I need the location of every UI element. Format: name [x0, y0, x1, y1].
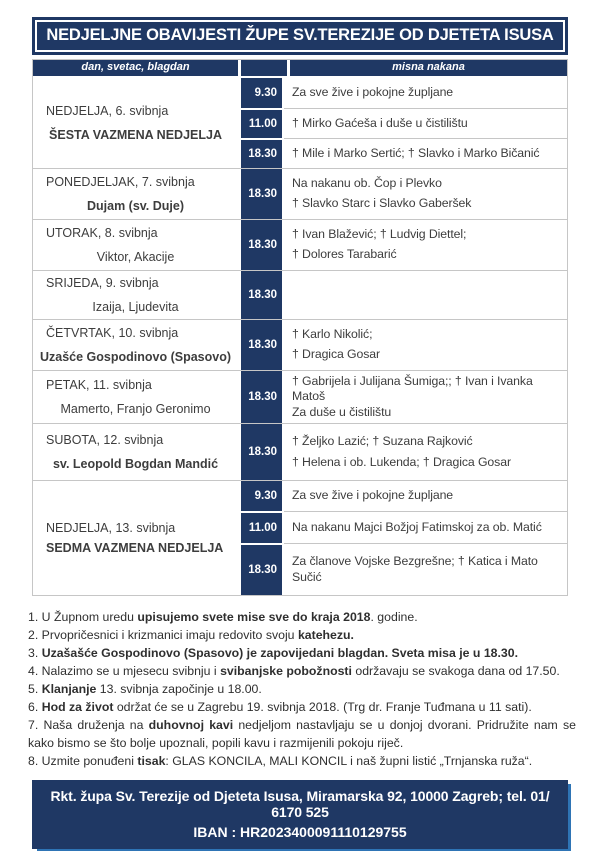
schedule-table: [32, 59, 568, 596]
day-feast: sv. Leopold Bogdan Mandić: [52, 457, 219, 472]
mass-list: [238, 481, 567, 595]
day-cell: [33, 424, 238, 480]
intention-line: † Željko Lazić; † Suzana Rajković: [292, 433, 473, 448]
time-cell: 18.30: [238, 169, 284, 219]
time-cell: 9.30: [238, 78, 284, 108]
day-feast: ŠESTA VAZMENA NEDJELJA: [49, 128, 222, 142]
day-cell: [33, 271, 238, 319]
page-title: NEDJELJNE OBAVIJESTI ŽUPE SV.TEREZIJE OD DJETETA ISUSA: [32, 17, 568, 55]
day-feast: Viktor, Akacije: [96, 250, 175, 264]
day-cell: [33, 320, 238, 370]
time-cell: 18.30: [238, 320, 284, 370]
footer: [32, 780, 568, 849]
day-cell: [33, 78, 238, 168]
announcement-item: 2. Prvopričesnici i krizmanici imaju redovito svoju katehezu.: [28, 628, 354, 643]
mass-row: [238, 108, 567, 138]
mass-list: [238, 169, 567, 219]
intention-cell: [284, 424, 567, 480]
intention-line: † Gabrijela i Julijana Šumiga;; † Ivan i Ivanka Matoš: [292, 374, 533, 404]
intention-cell: [284, 371, 567, 423]
table-row: [33, 219, 567, 270]
table-row: [33, 480, 567, 595]
announcement-item: 7. Naša druženja na duhovnoj kavi nedjeljom nastavljaju se u donjoj dvorani. Pridružite nam se kako bismo se što bolje upoznali, popili kavu i razmijenili pokoju riječ.: [28, 718, 576, 751]
intention-line: † Karlo Nikolić;: [292, 327, 373, 342]
day-date: PETAK, 11. svibnja: [46, 378, 152, 393]
day-cell: [33, 169, 238, 219]
table-header-row: [33, 60, 567, 76]
day-cell: [33, 481, 238, 595]
day-date: NEDJELJA, 13. svibnja: [46, 521, 176, 536]
intention-cell: [284, 481, 567, 511]
day-feast: Dujam (sv. Duje): [86, 199, 184, 213]
intention-cell: [284, 169, 567, 219]
intention-cell: [284, 320, 567, 370]
time-cell: 18.30: [238, 220, 284, 270]
intention-line: † Slavko Starc i Slavko Gaberšek: [292, 196, 472, 211]
footer-iban: IBAN : HR2023400091110129755: [193, 824, 407, 841]
table-row: [33, 78, 567, 168]
announcement-item: 5. Klanjanje 13. svibnja započinje u 18.00.: [28, 682, 262, 697]
mass-row: [238, 169, 567, 219]
mass-list: [238, 271, 567, 319]
intention-line: Za sve žive i pokojne župljane: [292, 85, 454, 100]
table-row: [33, 319, 567, 370]
intention-line: Na nakanu ob. Čop i Plevko: [292, 176, 442, 191]
table-header-day: dan, svetac, blagdan: [33, 60, 238, 76]
mass-row: [238, 481, 567, 511]
time-cell: 18.30: [238, 543, 284, 595]
table-header-intention: misna nakana: [290, 60, 567, 76]
intention-cell: [284, 220, 567, 270]
intention-line: Za sve žive i pokojne župljane: [292, 488, 454, 503]
mass-row: [238, 424, 567, 480]
day-date: SRIJEDA, 9. svibnja: [46, 276, 159, 290]
announcement-item: 4. Nalazimo se u mjesecu svibnju i svibanjske pobožnosti održavaju se svakoga dana od 17.50.: [28, 664, 560, 679]
intention-cell: [284, 108, 567, 138]
time-cell: 11.00: [238, 511, 284, 543]
announcement-item: 1. U Župnom uredu upisujemo svete mise sve do kraja 2018. godine.: [28, 610, 418, 625]
mass-row: [238, 138, 567, 168]
mass-row: [238, 371, 567, 423]
day-cell: [33, 371, 238, 423]
intention-line: † Helena i ob. Lukenda; † Dragica Gosar: [292, 455, 511, 470]
mass-list: [238, 320, 567, 370]
intention-line: † Ivan Blažević; † Ludvig Diettel;: [292, 227, 467, 242]
day-cell: [33, 220, 238, 270]
day-feast: Mamerto, Franjo Geronimo: [60, 402, 211, 417]
day-date: SUBOTA, 12. svibnja: [46, 433, 164, 448]
time-cell: 18.30: [238, 271, 284, 319]
day-date: NEDJELJA, 6. svibnja: [46, 104, 169, 118]
announcement-item: 3. Uzašašće Gospodinovo (Spasovo) je zapovijedani blagdan. Sveta misa je u 18.30.: [28, 646, 519, 661]
table-header-time-spacer: [241, 60, 287, 76]
table-row: [33, 270, 567, 319]
intention-line: † Dragica Gosar: [292, 347, 381, 362]
intention-line: † Mile i Marko Sertić; † Slavko i Marko Bičanić: [292, 145, 540, 160]
intention-cell: [284, 271, 567, 319]
mass-row: [238, 271, 567, 319]
day-feast: Izaija, Ljudevita: [92, 300, 179, 314]
time-cell: 11.00: [238, 108, 284, 138]
intention-line: † Mirko Gaćeša i duše u čistilištu: [292, 115, 468, 130]
footer-address: Rkt. župa Sv. Terezije od Djeteta Isusa, Miramarska 92, 10000 Zagreb; tel. 01/ 6170 525: [50, 788, 550, 821]
intention-cell: [284, 138, 567, 168]
table-row: [33, 423, 567, 480]
time-cell: 18.30: [238, 424, 284, 480]
day-date: UTORAK, 8. svibnja: [46, 226, 158, 240]
mass-list: [238, 78, 567, 168]
mass-row: [238, 320, 567, 370]
intention-cell: [284, 543, 567, 595]
intention-line: Na nakanu Majci Božjoj Fatimskoj za ob. Matić: [292, 519, 542, 534]
mass-list: [238, 424, 567, 480]
mass-row: [238, 511, 567, 543]
announcements: [28, 608, 576, 770]
time-cell: 18.30: [238, 138, 284, 168]
time-cell: 9.30: [238, 481, 284, 511]
mass-row: [238, 543, 567, 595]
mass-row: [238, 78, 567, 108]
intention-line: Za članove Vojske Bezgrešne; † Katica i Mato Sučić: [292, 554, 538, 584]
announcement-item: 8. Uzmite ponuđeni tisak: GLAS KONCILA, MALI KONCIL i naš župni listić „Trnjanska ruža“.: [28, 754, 533, 769]
table-row: [33, 168, 567, 219]
day-feast: SEDMA VAZMENA NEDJELJA: [46, 541, 224, 556]
time-cell: 18.30: [238, 371, 284, 423]
intention-cell: [284, 511, 567, 543]
day-feast: Uzašće Gospodinovo (Spasovo): [39, 350, 231, 364]
intention-line: Za duše u čistilištu: [292, 404, 392, 419]
mass-list: [238, 220, 567, 270]
table-row: [33, 370, 567, 423]
mass-row: [238, 220, 567, 270]
announcement-item: 6. Hod za život održat će se u Zagrebu 19. svibnja 2018. (Trg dr. Franje Tuđmana u 11 sati).: [28, 700, 532, 715]
intention-cell: [284, 78, 567, 108]
day-date: ČETVRTAK, 10. svibnja: [46, 326, 179, 340]
day-date: PONEDJELJAK, 7. svibnja: [46, 175, 195, 189]
intention-line: † Dolores Tarabarić: [292, 247, 397, 262]
mass-list: [238, 371, 567, 423]
